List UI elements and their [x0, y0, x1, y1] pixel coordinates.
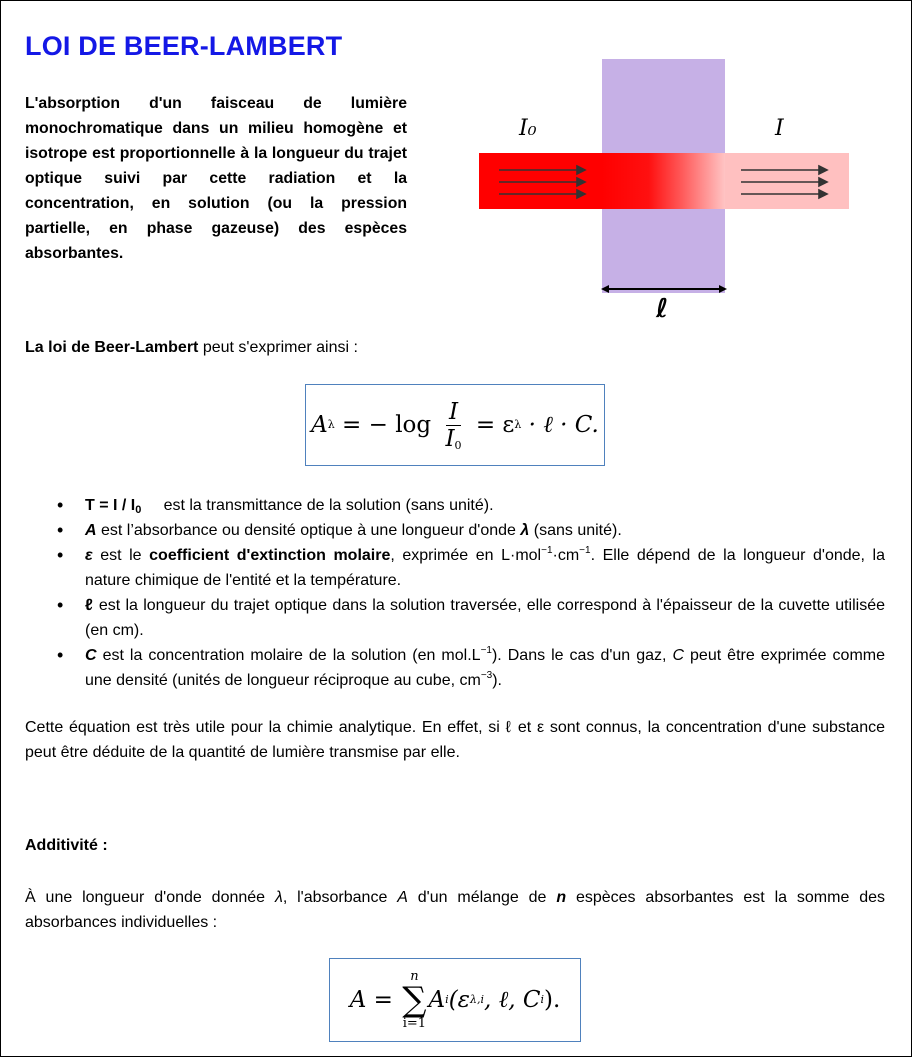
definitions-list: [57, 493, 885, 693]
label-path-length: ℓ: [656, 294, 669, 324]
intensity-ratio: $\frac{I}{I_0}$: [445, 398, 462, 452]
list-item: • A est l’absorbance ou densité optique à une longueur d'onde λ (sans unité).: [57, 518, 885, 543]
analytical-chemistry-paragraph: Cette équation est très utile pour la chimie analytique. En effet, si ℓ et ε sont connus, la concentration d'une substance peut être déduite de la quantité de lumière transmise par elle.: [25, 719, 885, 761]
expression-intro: La loi de Beer-Lambert peut s'exprimer ainsi :: [25, 339, 358, 356]
beam-transmitted: [725, 153, 849, 209]
intro-paragraph: L'absorption d'un faisceau de lumière monochromatique dans un milieu homogène et isotrope est proportionnelle à la longueur du trajet optique suivi par cette radiation et la concentration, en solution (ou la pression partielle, en phase gazeuse) des espèces absorbantes.: [25, 95, 407, 262]
additivity-paragraph: À une longueur d'onde donnée λ, l'absorbance A d'un mélange de n espèces absorbantes est la somme des absorbances individuelles :: [25, 889, 886, 931]
label-incident-intensity: I₀: [519, 116, 537, 141]
page-title: LOI DE BEER-LAMBERT: [25, 31, 343, 61]
beam-in-medium: [602, 153, 725, 209]
label-transmitted-intensity: I: [775, 116, 784, 141]
list-item: • ε est le coefficient d'extinction molaire, exprimée en $L\cdot mol^{-1}\cdot cm^{-1}$. Elle dépend de la longueur d'onde, la nature chimique de l'entité et la température.: [57, 543, 885, 593]
beer-lambert-formula: A λ = − log $\frac{I}{I_0}$ = ε λ · ℓ · C.: [305, 384, 605, 466]
additivity-formula: A = n ∑ i=1 A i (ε λ,i , ℓ, C i ).: [329, 958, 581, 1042]
list-item: • $T = I / I_0$ est la transmittance de la solution (sans unité).: [57, 493, 885, 518]
additivity-heading: Additivité :: [25, 837, 108, 854]
beer-lambert-diagram: [479, 59, 851, 324]
list-item: • ℓ est la longueur du trajet optique dans la solution traversée, elle correspond à l'épaisseur de la cuvette utilisée (en cm).: [57, 593, 885, 643]
list-item: • C est la concentration molaire de la solution (en $mol.L^{-1}$). Dans le cas d'un gaz, C peut être exprimée comme une densité (unités de longueur réciproque au cube, $cm^{-3}$).: [57, 643, 885, 693]
summation-symbol: n ∑ i=1: [402, 969, 427, 1031]
